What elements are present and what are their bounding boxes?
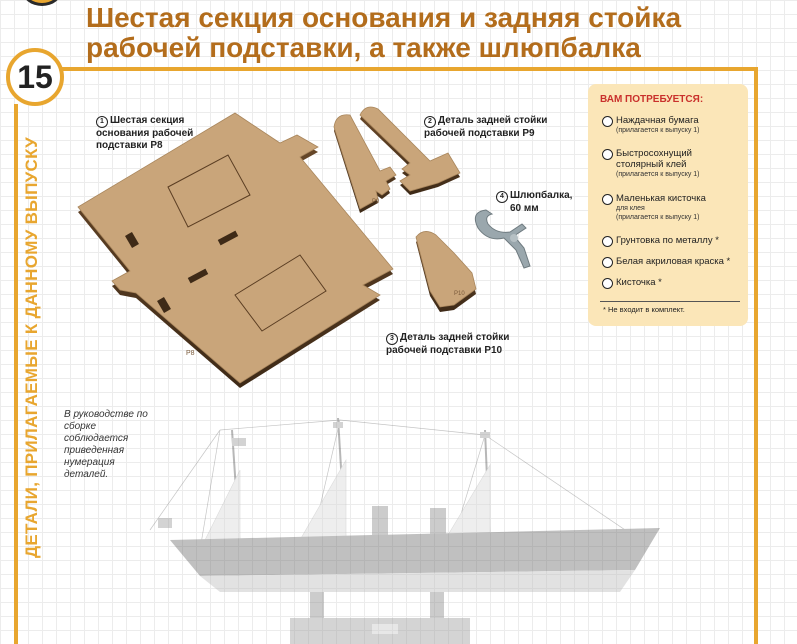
required-item-sandpaper: Наждачная бумага (прилагается к выпуску 1) — [602, 115, 742, 135]
part-4-line-2: 60 мм — [510, 203, 539, 214]
required-divider — [600, 301, 740, 302]
required-item-brush: Кисточка * — [602, 277, 742, 288]
required-item-white-paint: Белая акриловая краска * — [602, 256, 746, 267]
issue-number: 15 — [17, 58, 53, 95]
flag-icon — [333, 422, 343, 428]
part-p8-marking: P8 — [186, 350, 195, 357]
ship-model-illustration — [140, 410, 700, 644]
page-title-line-2: рабочей подставки, а также шлюпбалка — [86, 32, 641, 63]
frame-left-border — [14, 104, 18, 644]
part-1-line-3: подставки P8 — [96, 140, 163, 151]
frame-top-border — [60, 67, 758, 71]
required-item-small-brush: Маленькая кисточка для клея (прилагается к выпуску 1) — [602, 193, 742, 222]
part-p9-marking: P9 — [372, 199, 380, 205]
part-number-1: 1 — [96, 116, 108, 128]
part-label-2 — [424, 115, 547, 140]
part-4-line-1: Шлюпбалка, — [510, 190, 573, 201]
part-2-line-1: Деталь задней стойки — [438, 115, 548, 126]
part-3-line-2: рабочей подставки P10 — [386, 345, 503, 356]
checkbox-icon — [602, 257, 613, 268]
required-materials-title: ВАМ ПОТРЕБУЕТСЯ: — [600, 94, 704, 105]
part-number-3: 3 — [386, 333, 398, 345]
flag-icon — [232, 438, 246, 446]
page-title-line-1: Шестая секция основания и задняя стойка — [86, 2, 682, 33]
side-label: ДЕТАЛИ, ПРИЛАГАЕМЫЕ К ДАННОМУ ВЫПУСКУ — [22, 136, 41, 558]
part-label-3 — [386, 332, 509, 357]
part-2-line-2: рабочей подставки P9 — [424, 128, 535, 139]
frame-right-border — [754, 67, 758, 644]
required-item-glue: Быстросохнущий столярный клей (прилагается к выпуску 1) — [602, 148, 726, 179]
flag-icon — [158, 518, 172, 528]
required-footnote: * Не входит в комплект. — [603, 305, 685, 314]
checkbox-icon — [602, 278, 613, 289]
page-title — [86, 3, 786, 63]
checkbox-icon — [602, 149, 613, 160]
part-3-line-1: Деталь задней стойки — [400, 332, 510, 343]
part-1-line-1: Шестая секция — [110, 115, 185, 126]
required-item-primer: Грунтовка по металлу * — [602, 235, 742, 246]
part-label-1 — [96, 115, 193, 152]
issue-number-badge — [6, 48, 64, 106]
numbering-caption: В руководстве по сборке соблюдается приведенная нумерация деталей. — [64, 409, 148, 480]
checkbox-icon — [602, 116, 613, 127]
checkbox-icon — [602, 194, 613, 205]
part-1-line-2: основания рабочей — [96, 128, 194, 139]
part-label-4 — [496, 190, 572, 215]
flag-icon — [480, 432, 490, 438]
checkbox-icon — [602, 236, 613, 247]
part-p10-marking: P10 — [454, 291, 465, 297]
part-number-4: 4 — [496, 191, 508, 203]
corner-decoration — [22, 0, 62, 6]
part-number-2: 2 — [424, 116, 436, 128]
